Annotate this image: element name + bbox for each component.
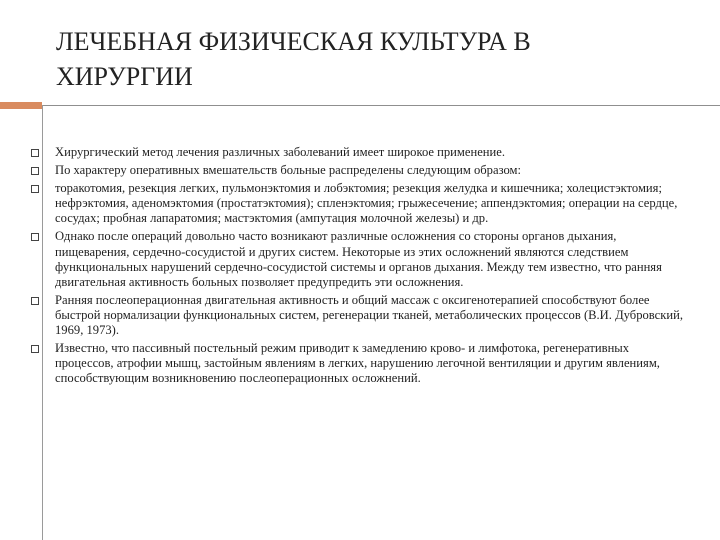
accent-bar xyxy=(0,102,42,109)
slide-title xyxy=(56,24,656,94)
square-bullet-icon xyxy=(31,185,39,193)
title-line-1: ЛЕЧЕБНАЯ ФИЗИЧЕСКАЯ КУЛЬТУРА В xyxy=(56,27,531,56)
bullet-text: Известно, что пассивный постельный режим приводит к замедлению крово- и лимфотока, регенеративных процессов, атрофии мышц, застойным явлениям в легких, нарушению легочной вентиляции и другим явлениям, способствующим возникновению послеоперационных осложнений. xyxy=(55,341,660,386)
bullet-item xyxy=(30,145,690,160)
bullet-item xyxy=(30,293,690,338)
square-bullet-icon xyxy=(31,345,39,353)
bullet-text: По характеру оперативных вмешательств больные распределены следующим образом: xyxy=(55,163,521,178)
title-line-2: ХИРУРГИИ xyxy=(56,62,193,91)
bullet-item xyxy=(30,341,690,386)
square-bullet-icon xyxy=(31,167,39,175)
bullet-text: торакотомия, резекция легких, пульмонэктомия и лобэктомия; резекция желудка и кишечника; холецистэктомия; нефрэктомия, аденомэктомия (простатэктомия); спленэктомия; грыжесечение; аппендэктомия; операции на сердце, сосудах; пробная лапаратомия; мастэктомия (ампутация молочной железы) и др. xyxy=(55,181,678,226)
bullet-list xyxy=(30,145,690,389)
bullet-item xyxy=(30,181,690,226)
square-bullet-icon xyxy=(31,233,39,241)
bullet-text: Ранняя послеоперационная двигательная активность и общий массаж с оксигенотерапией способствуют более быстрой нормализации функциональных систем, регенерации тканей, метаболических процессов (В.И. Дубровский, 1969, 1973). xyxy=(55,292,684,338)
square-bullet-icon xyxy=(31,297,39,305)
bullet-text: Хирургический метод лечения различных заболеваний имеет широкое применение. xyxy=(55,145,506,159)
bullet-item xyxy=(30,229,690,289)
title-divider xyxy=(42,105,720,106)
square-bullet-icon xyxy=(31,149,39,157)
bullet-text: Однако после операций довольно часто возникают различные осложнения со стороны органов дыхания, пищеварения, сердечно-сосудистой и других систем. Некоторые из этих осложнений являются следствием функциональных нарушений сердечно-сосудистой системы и органов дыхания. Между тем известно, что ранняя двигательная активность больных позволяет предупредить эти осложнения. xyxy=(55,229,662,289)
bullet-item xyxy=(30,163,690,178)
